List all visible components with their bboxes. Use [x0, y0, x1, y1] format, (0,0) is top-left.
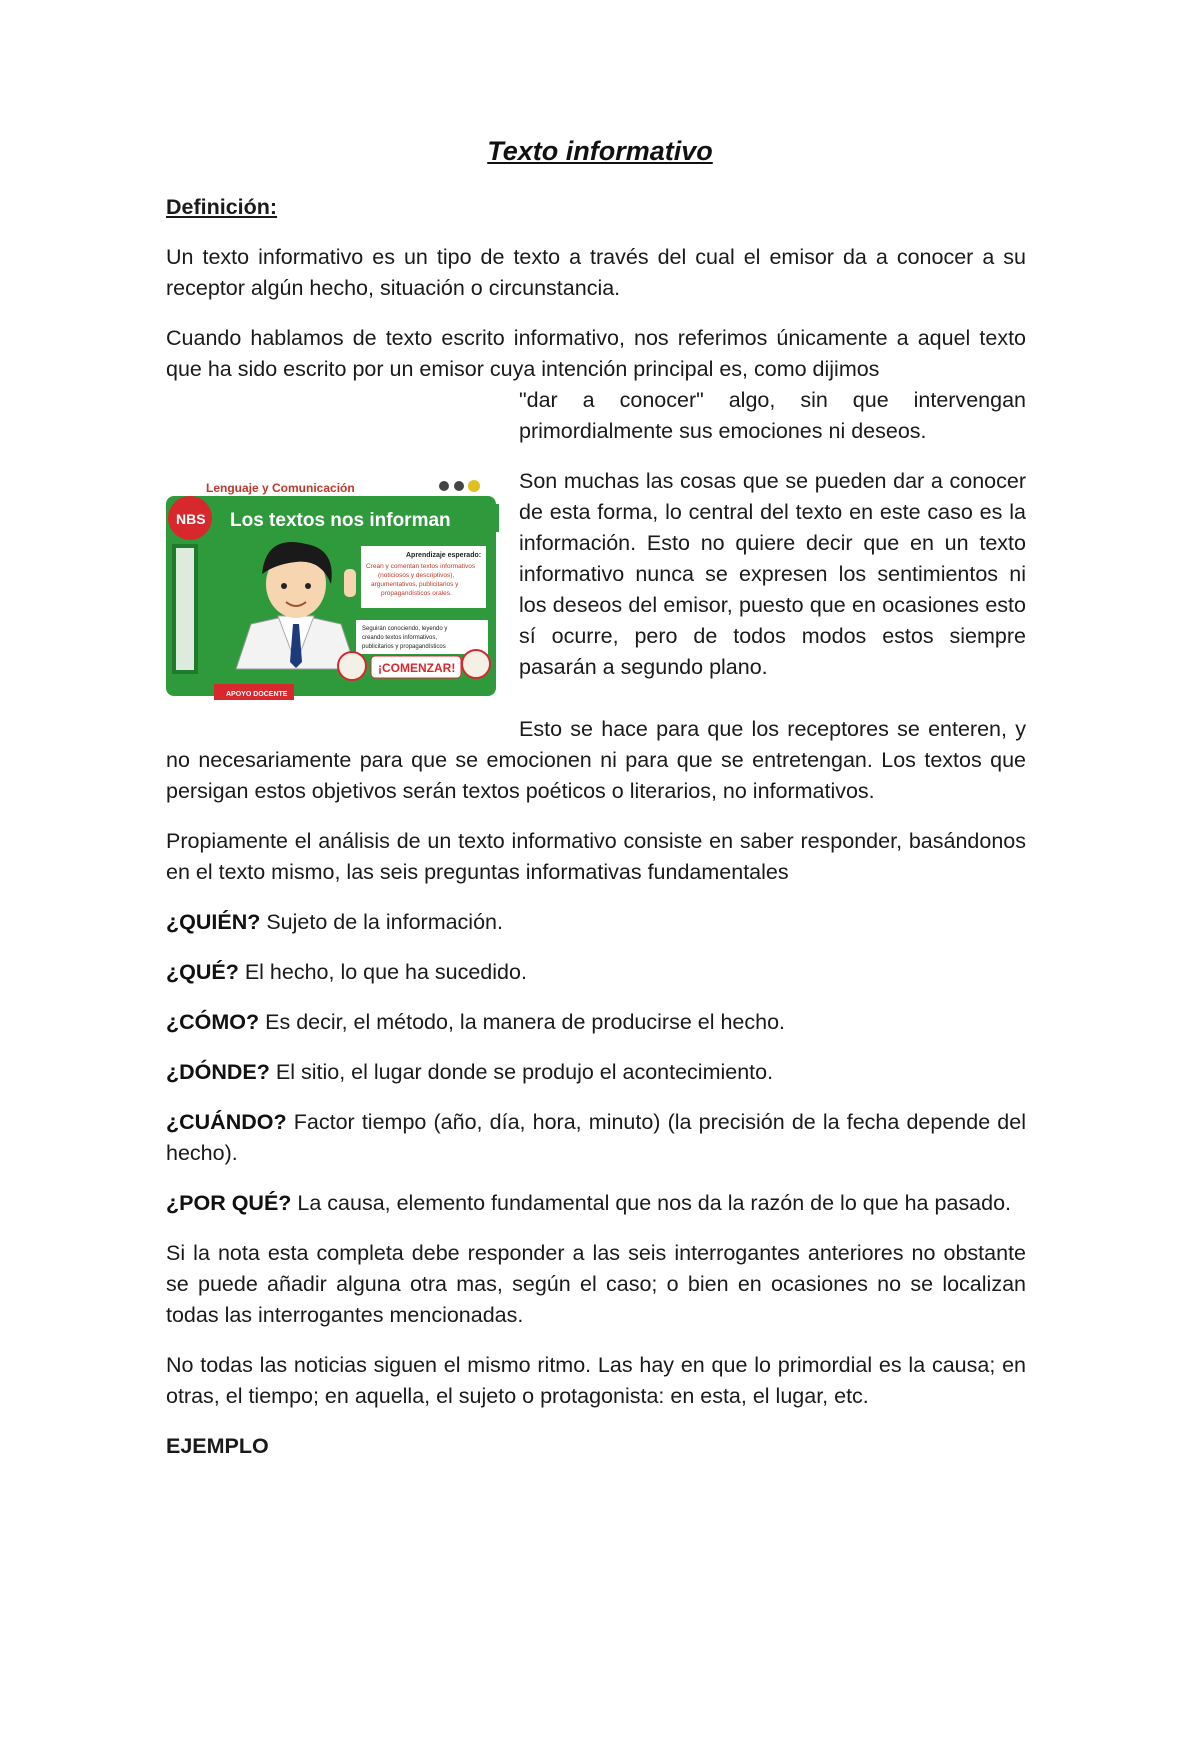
figure-box-text-2: (noticiosos y descriptivos), — [378, 572, 455, 579]
question-where: ¿DÓNDE? El sitio, el lugar donde se produjo el acontecimiento. — [166, 1060, 774, 1084]
figure-title: Los textos nos informan — [230, 510, 451, 531]
paragraph-complete-note: Si la nota esta completa debe responder a las seis interrogantes anteriores no obstante se puede añadir alguna otra mas, según el caso; o bien en ocasiones no se localizan todas las interrogantes mencionadas. — [166, 1241, 1026, 1327]
example-heading: EJEMPLO — [166, 1434, 269, 1458]
paragraph-news-rhythm: No todas las noticias siguen el mismo ritmo. Las hay en que lo primordial es la causa; en otras, el tiempo; en aquella, el sujeto o protagonista: en esta, el lugar, etc. — [166, 1353, 1026, 1408]
question-when: ¿CUÁNDO? Factor tiempo (año, día, hora, minuto) (la precisión de la fecha depende del hecho). — [166, 1110, 1026, 1165]
figure-footer: APOYO DOCENTE — [226, 691, 288, 698]
figure-note-1: Seguirán conociendo, leyendo y — [362, 626, 448, 632]
question-what: ¿QUÉ? El hecho, lo que ha sucedido. — [166, 960, 527, 984]
paragraph-analysis: Propiamente el análisis de un texto informativo consiste en saber responder, basándonos en el texto mismo, las seis preguntas informativas fundamentales — [166, 829, 1026, 884]
figure-box-text-1: Crean y comentan textos informativos — [366, 563, 476, 570]
paragraph-written-text: Cuando hablamos de texto escrito informativo, nos referimos únicamente a aquel texto que ha sido escrito por un emisor cuya intención principal es, como dijimos — [166, 326, 1026, 381]
paragraph-written-text-continued: "dar a conocer" algo, sin que intervengan primordialmente sus emociones ni deseos. — [519, 388, 1026, 443]
figure-badge: NBS — [176, 511, 206, 527]
figure-start-label: ¡COMENZAR! — [378, 661, 456, 675]
figure-box-text-3: argumentativos, publicitarios y — [371, 581, 459, 588]
question-why: ¿POR QUÉ? La causa, elemento fundamental que nos da la razón de lo que ha pasado. — [166, 1191, 1011, 1215]
figure-note-2: creando textos informativos, — [362, 635, 438, 641]
figure-box-title: Aprendizaje esperado: — [406, 552, 482, 559]
document-body — [166, 192, 1026, 1481]
question-who: ¿QUIÉN? Sujeto de la información. — [166, 910, 503, 934]
figure-box-text-4: propagandísticos orales. — [381, 590, 452, 597]
paragraph-definition: Un texto informativo es un tipo de texto a través del cual el emisor da a conocer a su receptor algún hecho, situación o circunstancia. — [166, 245, 1026, 300]
question-how: ¿CÓMO? Es decir, el método, la manera de producirse el hecho. — [166, 1010, 786, 1034]
figure-header: Lenguaje y Comunicación — [206, 481, 355, 495]
definition-label: Definición: — [166, 195, 278, 219]
lesson-illustration — [166, 474, 501, 704]
page-title: Texto informativo — [487, 136, 713, 166]
figure-note-3: publicitarios y propagandísticos — [362, 644, 446, 650]
paragraph-receptors: Esto se hace para que los receptores se enteren, y no necesariamente para que se emocionen ni para que se entretengan. Los textos que persigan estos objetivos serán textos poéticos o literarios, no informativos. — [166, 717, 1026, 803]
paragraph-information-focus: Son muchas las cosas que se pueden dar a conocer de esta forma, lo central del texto en este caso es la información. Esto no quiere decir que en un texto informativo nunca se expresen los sentimientos ni los deseos del emisor, puesto que en ocasiones esto sí ocurre, pero de todos modos estos siempre pasarán a segundo plano. — [519, 469, 1026, 679]
